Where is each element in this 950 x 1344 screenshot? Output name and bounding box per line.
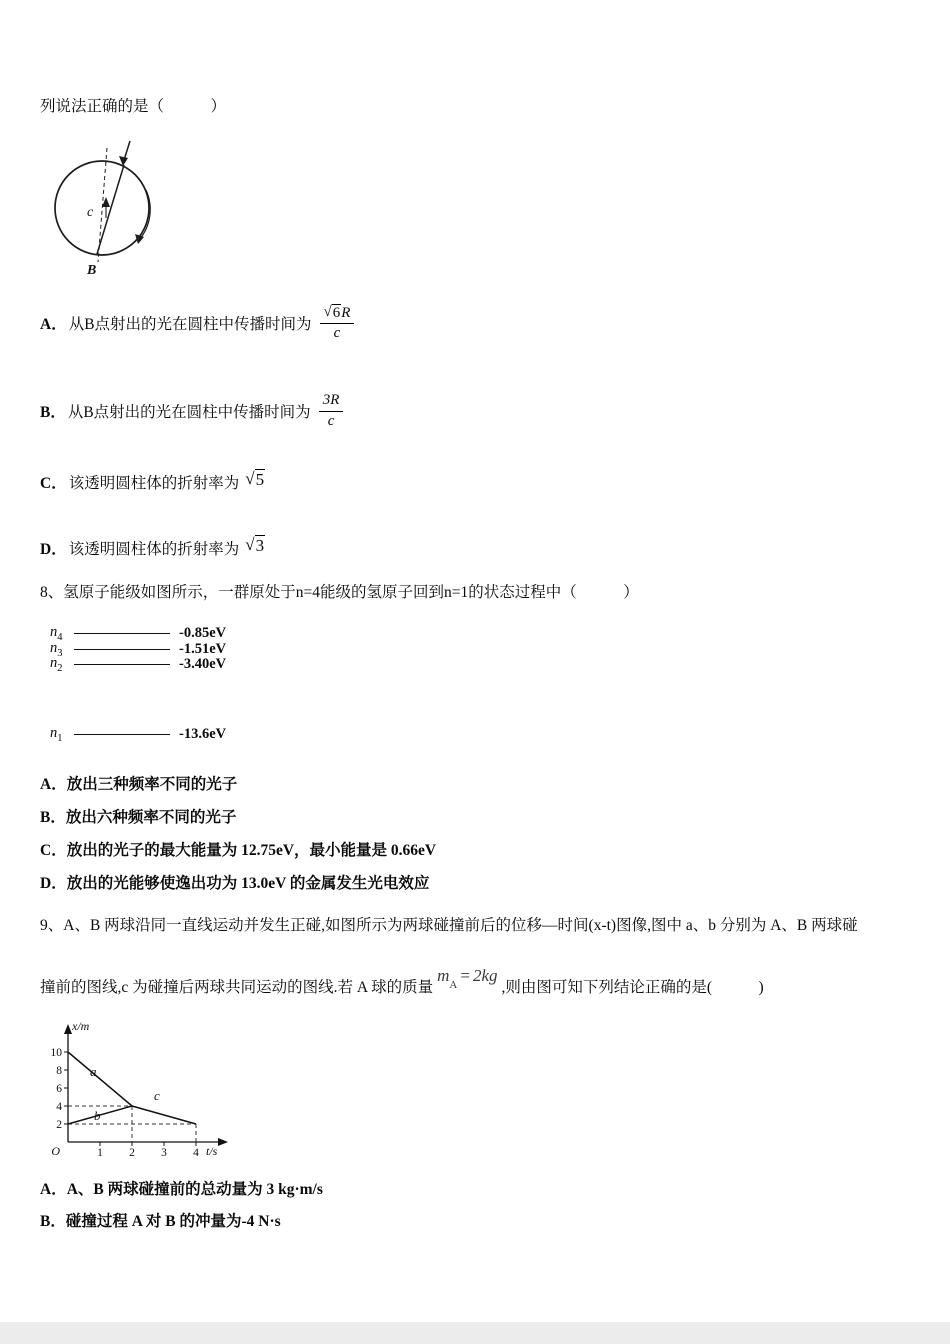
level-energy: -13.6eV [179,725,227,742]
q8-stem: 8、氢原子能级如图所示，一群原处于n=4能级的氢原子回到n=1的状态过程中（ ） [40,584,639,601]
sqrt-expression [324,304,342,322]
sqrt-3 [245,535,265,556]
x-tick-label-2: 2 [129,1147,135,1159]
q7-option-c [40,464,265,500]
radicand: 5 [255,469,265,489]
option-text: 该透明圆柱体的折射率为 [68,541,240,558]
fraction-denominator: c [333,325,341,341]
q9-stem-line1: 9、A、B 两球沿同一直线运动并发生正碰,如图所示为两球碰撞前后的位移—时间(x-t)图像,图中 a、b 分别为 A、B 两球碰 [40,917,858,934]
y-axis-arrowhead [64,1024,72,1034]
radicand: 6 [332,304,341,321]
option-text: 该透明圆柱体的折射率为 [68,475,240,492]
q9-stem-line2-post: ,则由图可知下列结论正确的是( ) [501,979,764,996]
level-line [74,633,170,634]
q8-option-d: D．放出的光能够使逸出功为 13.0eV 的金属发生光电效应 [40,875,430,892]
q9-option-b: B．碰撞过程 A 对 B 的冲量为-4 N·s [40,1213,281,1230]
level-label: $n_2$ [50,655,63,674]
point-b-label: B [87,263,97,278]
sqrt-sign: √ [245,468,255,488]
x-axis-label: t/s [206,1144,218,1158]
option-letter: B． [40,404,66,421]
x-tick-label-4: 4 [193,1147,199,1159]
option-letter: C． [40,475,67,492]
q9-stem-line2 [40,962,764,1010]
y-tick-label-10: 10 [50,1047,62,1059]
q7-circle-figure [40,138,190,286]
q7-option-b [40,383,343,439]
curve-b-label: b [94,1108,101,1123]
sqrt-sign: √ [323,303,332,320]
level-line [74,649,170,650]
refracted-ray [97,165,124,254]
fraction-3R-over-c [319,392,344,430]
y-tick-label-2: 2 [56,1119,62,1131]
level-energy: -1.51eV [179,640,227,657]
level-energy: -0.85eV [179,624,227,641]
option-text: 从B点射出的光在圆柱中传播时间为 [68,316,312,333]
level-energy: -3.40eV [179,655,227,672]
numerator-variable: R [341,304,351,321]
option-letter: A． [40,316,67,333]
q9-xt-graph [30,1014,260,1166]
curve-c-label: c [154,1088,160,1103]
level-line [74,734,170,735]
incident-ray [124,141,130,160]
option-text: 从B点射出的光在圆柱中传播时间为 [67,404,311,421]
q7-option-d [40,530,265,566]
fraction-numerator [320,304,355,324]
origin-label: O [51,1144,60,1158]
fraction-denominator: c [327,412,335,429]
y-tick-label-4: 4 [56,1101,62,1113]
fraction-sqrt6R-over-c [320,304,355,343]
curve-a-label: a [90,1064,97,1079]
q9-stem-line2-pre: 撞前的图线,c 为碰撞后两球共同运动的图线.若 A 球的质量 [40,979,434,996]
mass-formula: $m_A= 2kg$ [437,965,498,992]
center-label: c [87,205,94,220]
q7-stem-continuation: 列说法正确的是（ ） [40,98,227,115]
energy-level-n1 [50,725,226,744]
y-tick-label-6: 6 [56,1083,62,1095]
level-label: $n_4$ [50,624,63,643]
q9-option-a: A．A、B 两球碰撞前的总动量为 3 kg·m/s [40,1181,323,1198]
scan-edge-strip [0,1322,950,1344]
fraction-numerator: 3R [319,392,344,411]
energy-level-n2 [50,655,226,674]
level-line [74,664,170,665]
y-tick-label-8: 8 [56,1065,62,1077]
option-letter: D． [40,541,67,558]
q8-option-b: B．放出六种频率不同的光子 [40,809,237,826]
line-c [132,1106,196,1124]
y-axis-label: x/m [72,1019,90,1033]
glass-cylinder-circle [55,161,149,255]
x-tick-label-3: 3 [161,1147,167,1159]
x-tick-label-1: 1 [97,1147,103,1159]
radicand: 3 [255,535,265,555]
sqrt-sign: √ [245,534,255,554]
level-label: $n_3$ [50,640,63,659]
line-a [68,1052,132,1106]
q7-option-a [40,293,354,353]
level-label: $n_1$ [50,725,63,744]
q8-option-a: A．放出三种频率不同的光子 [40,776,238,793]
q8-option-c: C．放出的光子的最大能量为 12.75eV，最小能量是 0.66eV [40,842,437,859]
q8-energy-level-diagram [50,618,350,768]
x-axis-arrowhead [218,1138,228,1146]
sqrt-5 [245,469,265,490]
